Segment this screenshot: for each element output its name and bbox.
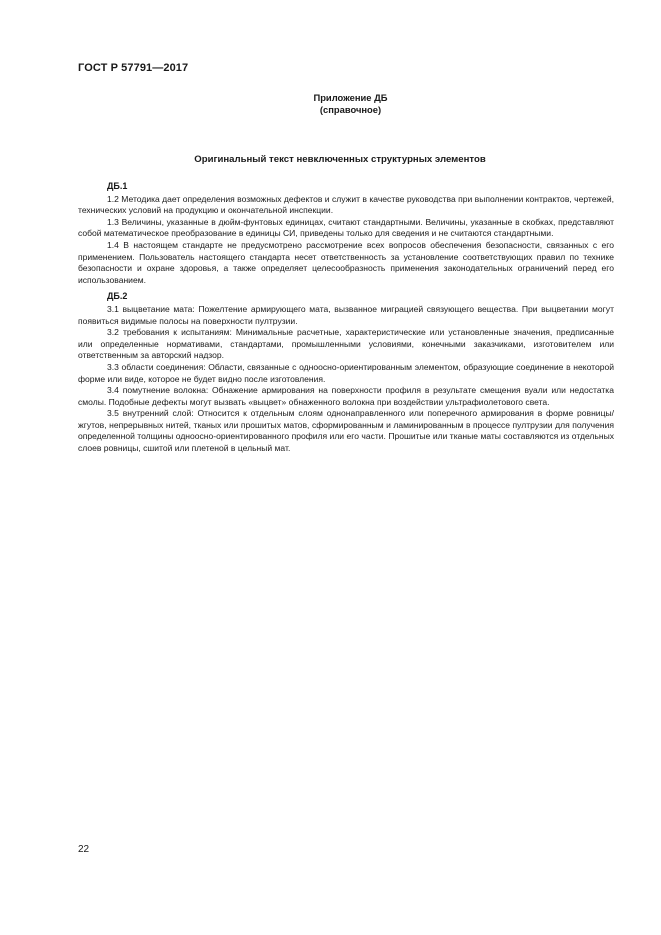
- paragraph-1-3: 1.3 Величины, указанные в дюйм-фунтовых единицах, считают стандартными. Величины, указанные в скобках, представляют собой математическое преобразование в единицы СИ, приведены только для сведения и не считаются стандартными.: [78, 216, 614, 239]
- document-code: ГОСТ Р 57791—2017: [78, 62, 189, 74]
- appendix-subtitle: (справочное): [319, 104, 382, 115]
- appendix-title: Приложение ДБ: [313, 92, 388, 103]
- paragraph-3-5: 3.5 внутренний слой: Относится к отдельным слоям однонаправленного или поперечного армирования в форме ровницы/жгутов, непрерывных нитей, тканых или прошитых матов, сформированным и ламинированным в процессе пултрузии для получения определенной толщины одноосно-ориентированного профиля или его части. Прошитые или тканые маты составляются из отдельных слоев ровницы, сшитой или плетеной в цельный мат.: [78, 408, 614, 454]
- section-heading: Оригинальный текст невключенных структурных элементов: [194, 154, 486, 165]
- paragraph-1-2: 1.2 Методика дает определения возможных дефектов и служит в качестве руководства при выполнении контрактов, чертежей, технических условий на продукцию и окончательной инспекции.: [78, 193, 614, 216]
- page-number: 22: [78, 844, 90, 855]
- section-label-db2: ДБ.2: [107, 291, 128, 302]
- paragraph-3-1: 3.1 выцветание мата: Пожелтение армирующего мата, вызванное миграцией связующего вещества. При выцветании могут появиться видимые полосы на поверхности пултрузии.: [78, 303, 614, 326]
- document-body: [78, 178, 614, 455]
- paragraph-1-4: 1.4 В настоящем стандарте не предусмотрено рассмотрение всех вопросов обеспечения безопасности, связанных с его применением. Пользователь настоящего стандарта несет ответственность за установление соответствующих правил по технике безопасности и охране здоровья, а также определяет целесообразность применения законодательных ограничений перед его использованием.: [78, 239, 614, 285]
- paragraph-3-4: 3.4 помутнение волокна: Обнажение армирования на поверхности профиля в результате смещения вуали или недостатка смолы. Подобные дефекты могут вызвать «выцвет» обнаженного волокна при воздействии ультрафиолетового света.: [78, 385, 614, 407]
- paragraph-3-2: 3.2 требования к испытаниям: Минимальные расчетные, характеристические или установленные значения, предписанные или определенные нормативами, стандартами, промышленными условиями, конечными заказчиками, изготовителем или ответственным за авторский надзор.: [78, 327, 614, 361]
- paragraph-3-3: 3.3 области соединения: Области, связанные с одноосно-ориентированным элементом, образующие соединение в некоторой форме или виде, которое не будет видно после изготовления.: [78, 361, 614, 384]
- section-label-db1: ДБ.1: [107, 181, 128, 191]
